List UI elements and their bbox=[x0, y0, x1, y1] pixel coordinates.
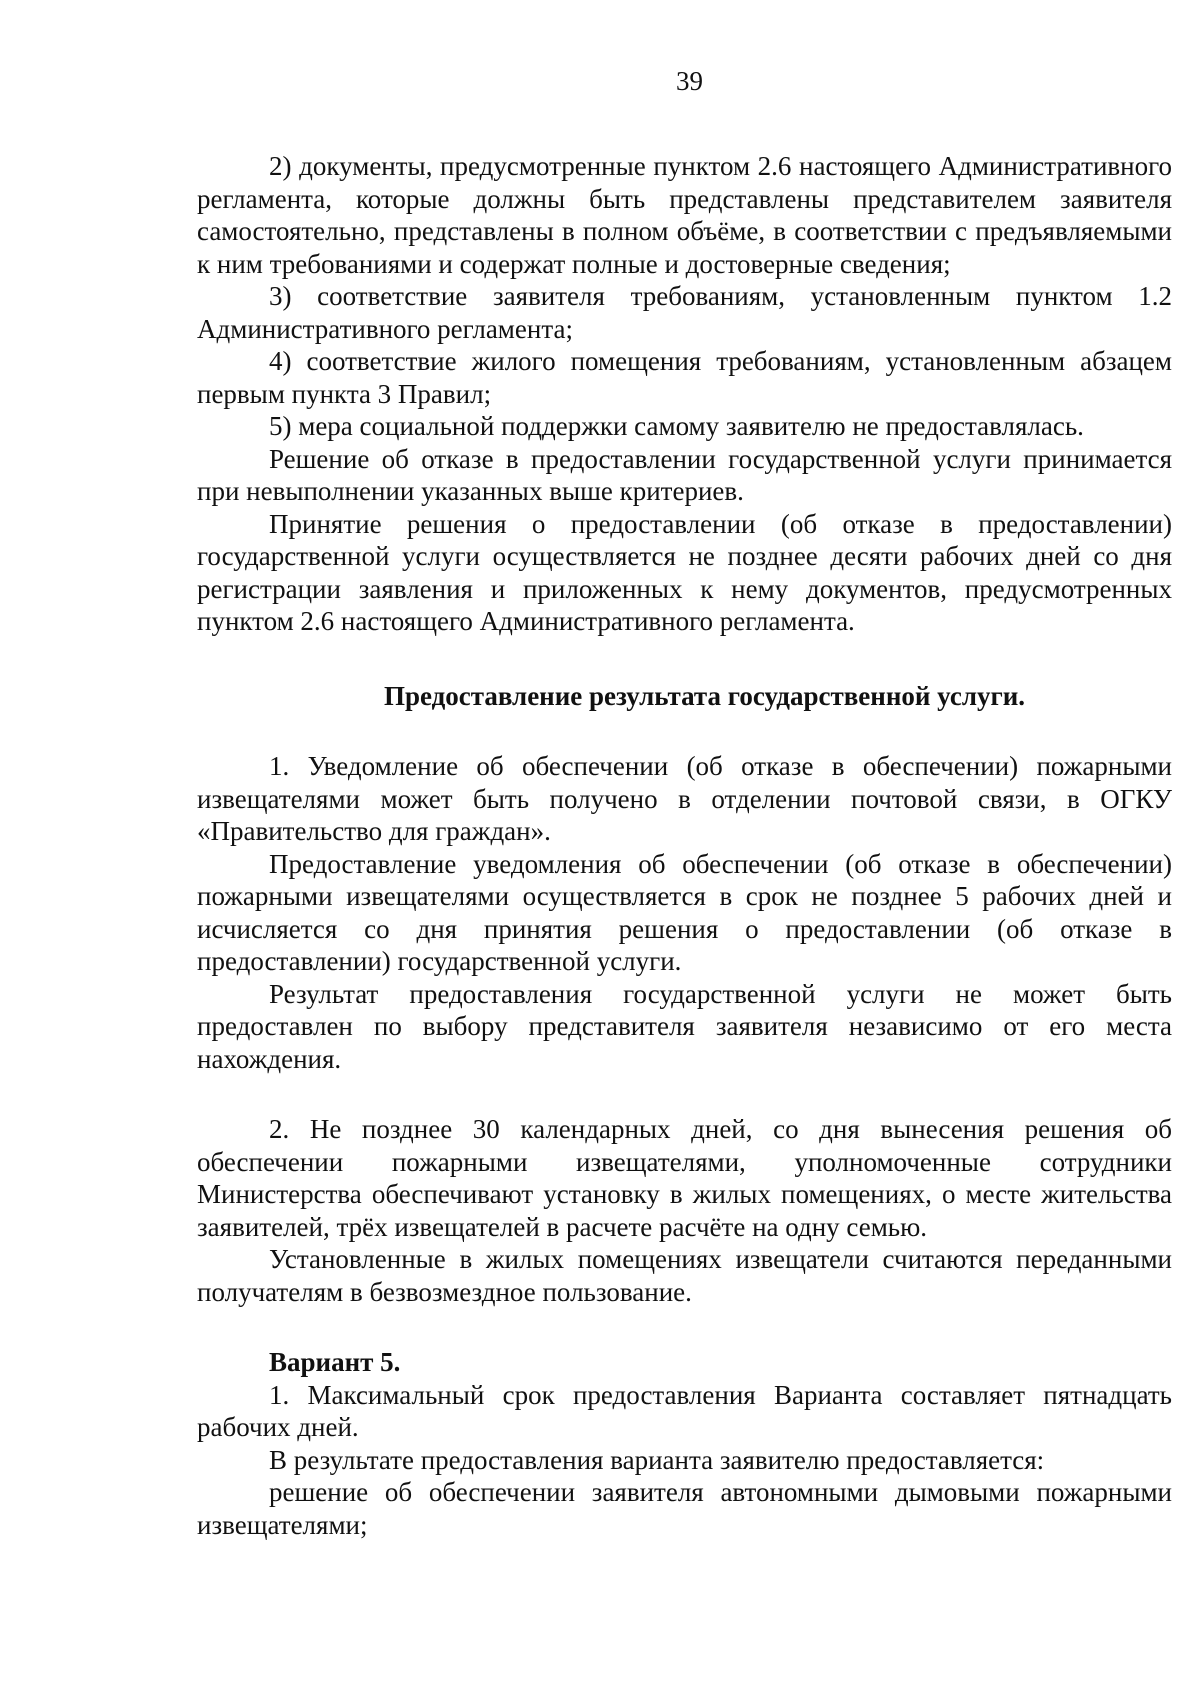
spacer bbox=[197, 712, 1172, 750]
paragraph-criterion-5: 5) мера социальной поддержки самому заявителю не предоставлялась. bbox=[269, 411, 1084, 441]
document-page bbox=[197, 60, 1172, 1541]
spacer bbox=[197, 1308, 1172, 1346]
paragraph-transfer: Установленные в жилых помещениях извещатели считаются переданными получателям в безвозмездное пользование. bbox=[197, 1244, 1172, 1307]
paragraph-result-delivery: Результат предоставления государственной услуги не может быть предоставлен по выбору представителя заявителя независимо от его места нахождения. bbox=[197, 978, 1172, 1074]
paragraph-refusal-decision: Решение об отказе в предоставлении государственной услуги принимается при невыполнении указанных выше критериев. bbox=[197, 443, 1172, 506]
page-number: 39 bbox=[676, 66, 703, 96]
paragraph-variant-term: 1. Максимальный срок предоставления Варианта составляет пятнадцать рабочих дней. bbox=[197, 1379, 1172, 1442]
variant-block bbox=[197, 1346, 1172, 1541]
variant-title: Вариант 5. bbox=[269, 1347, 401, 1377]
paragraph-decision-term: Принятие решения о предоставлении (об отказе в предоставлении) государственной услуги осуществляется не позднее десяти рабочих дней со дня регистрации заявления и приложенных к нему документов, предусмотренных пунктом 2.6 настоящего Административного регламента. bbox=[197, 508, 1172, 636]
paragraph-notification-term: Предоставление уведомления об обеспечении (об отказе в обеспечении) пожарными извещателями осуществляется в срок не позднее 5 рабочих дней и исчисляется со дня принятия решения о предоставлении (об отказе в предоставлении) государственной услуги. bbox=[197, 848, 1172, 976]
paragraph-criterion-3: 3) соответствие заявителя требованиям, установленным пунктом 1.2 Административного регламента; bbox=[197, 281, 1172, 344]
paragraph-variant-decision: решение об обеспечении заявителя автономными дымовыми пожарными извещателями; bbox=[197, 1477, 1172, 1540]
criteria-block bbox=[197, 150, 1172, 638]
spacer bbox=[197, 1075, 1172, 1113]
paragraph-criterion-2: 2) документы, предусмотренные пунктом 2.6 настоящего Административного регламента, которые должны быть представлены представителем заявителя самостоятельно, представлены в полном объёме, в соответствии с предъявляемыми к ним требованиями и содержат полные и достоверные сведения; bbox=[197, 151, 1172, 279]
paragraph-installation: 2. Не позднее 30 календарных дней, со дня вынесения решения об обеспечении пожарными извещателями, уполномоченные сотрудники Министерства обеспечивают установку в жилых помещениях, о месте жительства заявителей, трёх извещателей в расчете расчёте на одну семью. bbox=[197, 1114, 1172, 1242]
result-block bbox=[197, 750, 1172, 1075]
paragraph-notification: 1. Уведомление об обеспечении (об отказе в обеспечении) пожарными извещателями может быть получено в отделении почтовой связи, в ОГКУ «Правительство для граждан». bbox=[197, 751, 1172, 846]
spacer bbox=[197, 638, 1172, 680]
section-heading: Предоставление результата государственной услуги. bbox=[383, 680, 1026, 711]
paragraph-variant-result: В результате предоставления варианта заявителю предоставляется: bbox=[269, 1444, 1045, 1475]
paragraph-criterion-4: 4) соответствие жилого помещения требованиям, установленным абзацем первым пункта 3 Правил; bbox=[197, 346, 1172, 409]
installation-block bbox=[197, 1113, 1172, 1308]
